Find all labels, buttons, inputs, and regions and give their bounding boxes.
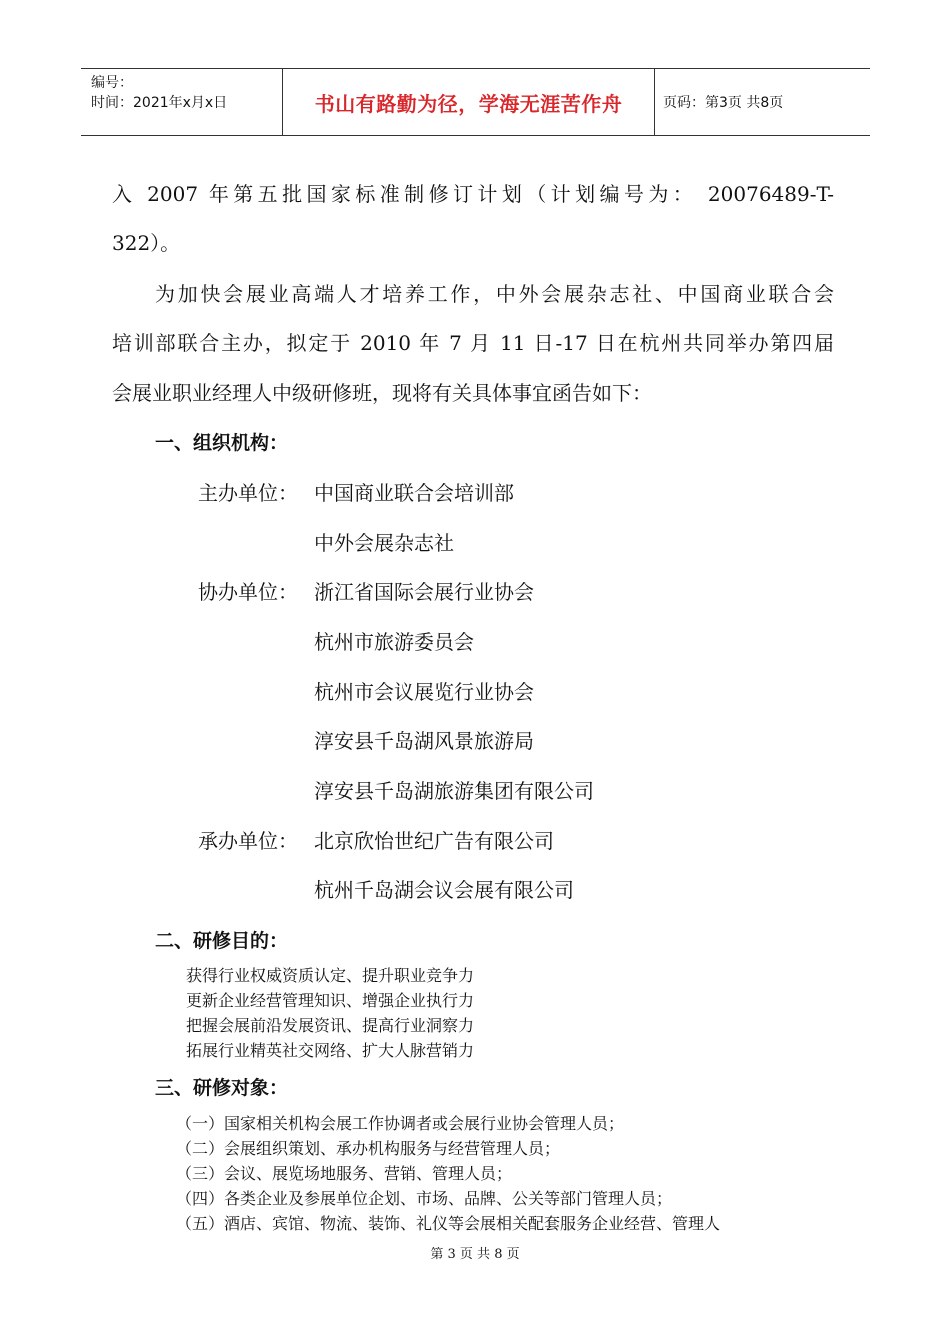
assist-item: 杭州市旅游委员会	[314, 630, 474, 654]
target-item: （三）会议、展览场地服务、营销、管理人员；	[176, 1164, 513, 1183]
purpose-item: 把握会展前沿发展资讯、提高行业洞察力	[186, 1016, 475, 1035]
assist-label: 协办单位：	[198, 580, 298, 604]
header-meta	[81, 69, 283, 135]
doc-number-label: 编号：	[91, 75, 133, 91]
organizer-label: 承办单位：	[198, 829, 298, 853]
host-item: 中国商业联合会培训部	[314, 481, 514, 505]
intro-line: 322）。	[112, 231, 181, 255]
host-item: 中外会展杂志社	[314, 531, 454, 555]
assist-item: 淳安县千岛湖旅游集团有限公司	[314, 779, 594, 803]
assist-item: 淳安县千岛湖风景旅游局	[314, 729, 534, 753]
header-page-info: 页码：第3页 共8页	[663, 95, 784, 111]
page-footer: 第 3 页 共 8 页	[430, 1247, 520, 1262]
section-title-purpose: 二、研修目的：	[155, 930, 289, 952]
target-item: （一）国家相关机构会展工作协调者或会展行业协会管理人员；	[176, 1114, 625, 1133]
purpose-item: 更新企业经营管理知识、增强企业执行力	[186, 991, 475, 1010]
purpose-item: 获得行业权威资质认定、提升职业竞争力	[186, 966, 475, 985]
paragraph-line: 培训部联合主办，拟定于 2010 年 7 月 11 日-17 日在杭州共同举办第四届	[112, 331, 834, 355]
assist-item: 浙江省国际会展行业协会	[314, 580, 534, 604]
organizer-item: 杭州千岛湖会议会展有限公司	[314, 878, 574, 902]
paragraph-line: 会展业职业经理人中级研修班，现将有关具体事宜函告如下：	[112, 381, 652, 405]
header-motto: 书山有路勤为径，学海无涯苦作舟	[283, 69, 655, 135]
section-title-target: 三、研修对象：	[155, 1077, 289, 1099]
target-item: （五）酒店、宾馆、物流、装饰、礼仪等会展相关配套服务企业经营、管理人	[176, 1214, 721, 1233]
section-title-organization: 一、组织机构：	[155, 432, 289, 454]
organizer-item: 北京欣怡世纪广告有限公司	[314, 829, 554, 853]
assist-item: 杭州市会议展览行业协会	[314, 680, 534, 704]
paragraph-line: 为加快会展业高端人才培养工作，中外会展杂志社、中国商业联合会	[155, 282, 834, 306]
page-header	[81, 68, 870, 136]
host-label: 主办单位：	[198, 481, 298, 505]
doc-date: 时间：2021年x月x日	[91, 95, 228, 111]
target-item: （二）会展组织策划、承办机构服务与经营管理人员；	[176, 1139, 561, 1158]
purpose-item: 拓展行业精英社交网络、扩大人脉营销力	[186, 1041, 475, 1060]
intro-line: 入 2007 年第五批国家标准制修订计划（计划编号为： 20076489-T-	[112, 182, 834, 206]
target-item: （四）各类企业及参展单位企划、市场、品牌、公关等部门管理人员；	[176, 1189, 673, 1208]
